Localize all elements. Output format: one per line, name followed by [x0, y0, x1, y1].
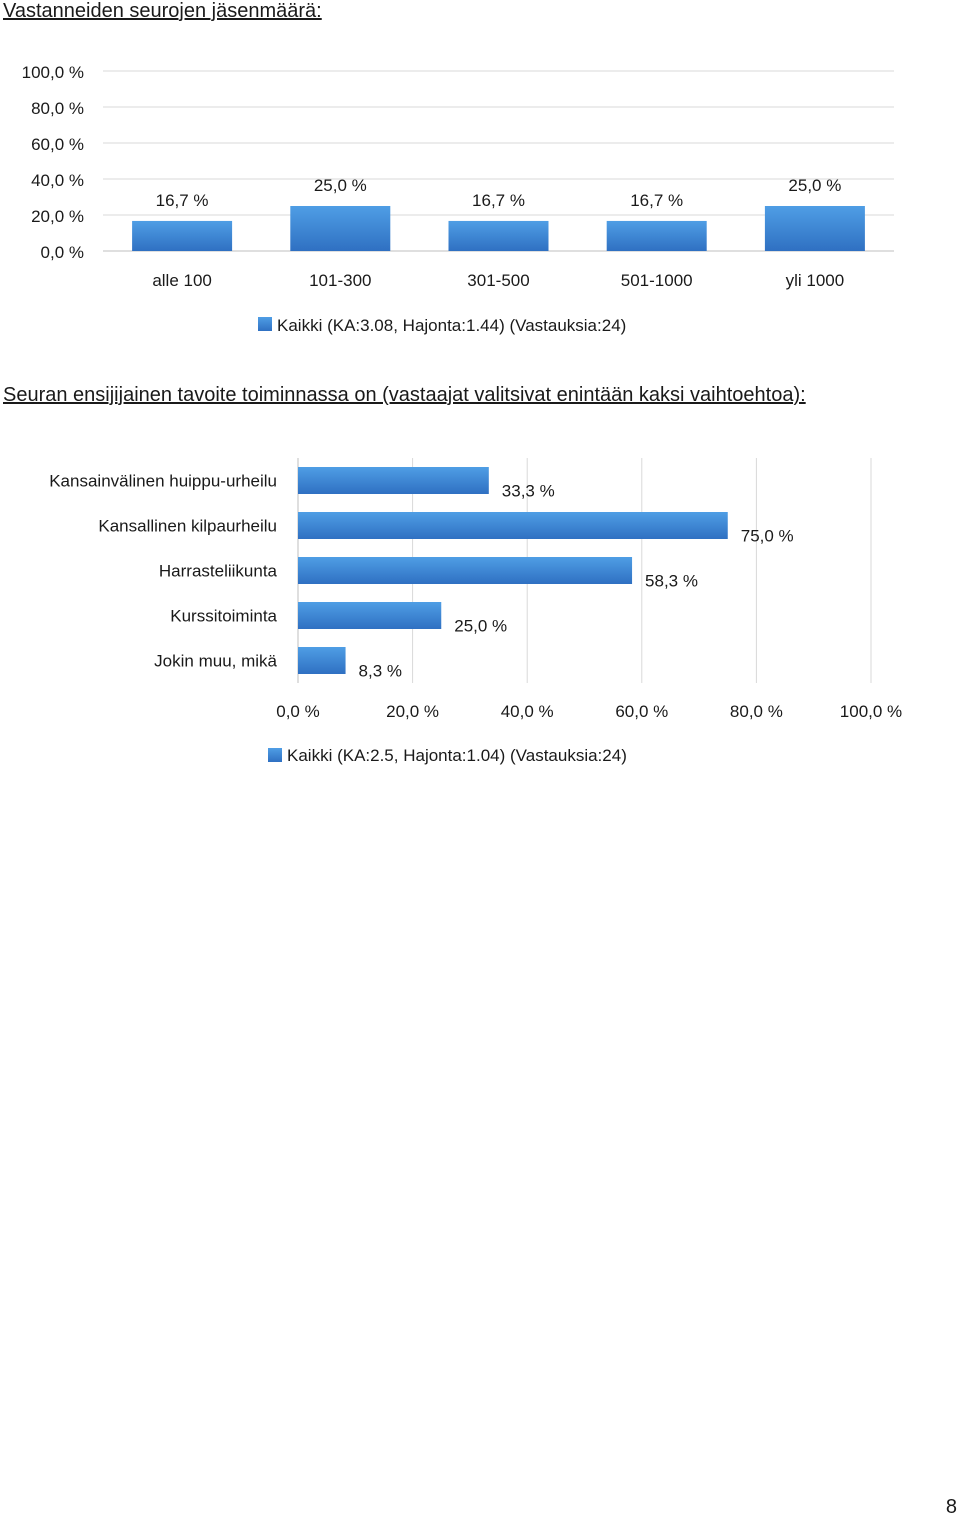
x-tick-label: 0,0 %	[276, 702, 320, 721]
y-tick-label: 80,0 %	[31, 99, 84, 118]
y-tick-label: Kansainvälinen huippu-urheilu	[49, 471, 277, 491]
legend-label: Kaikki (KA:2.5, Hajonta:1.04) (Vastauksia:24)	[287, 746, 627, 765]
x-tick-label: 60,0 %	[615, 702, 669, 721]
bar	[298, 512, 728, 539]
bar	[290, 206, 390, 251]
data-label: 33,3 %	[501, 481, 555, 501]
bar	[132, 221, 232, 251]
legend-label: Kaikki (KA:3.08, Hajonta:1.44) (Vastauksia:24)	[277, 316, 627, 335]
x-tick-label: 501-1000	[620, 271, 693, 290]
x-tick-label: 100,0 %	[839, 702, 903, 721]
data-label: 8,3 %	[358, 661, 403, 681]
legend-swatch	[268, 748, 282, 762]
data-label: 16,7 %	[155, 190, 209, 210]
y-tick-label: Jokin muu, mikä	[154, 651, 277, 671]
members-chart-bars	[132, 206, 865, 251]
data-label: 16,7 %	[630, 190, 684, 210]
y-tick-label: 100,0 %	[21, 63, 84, 82]
x-tick-label: 80,0 %	[729, 702, 783, 721]
page-number: 8	[945, 1496, 957, 1518]
data-label: 16,7 %	[472, 190, 525, 210]
data-label: 25,0 %	[313, 176, 367, 195]
goal-bar-chart	[0, 450, 960, 780]
data-label: 75,0 %	[740, 526, 794, 546]
members-chart-legend	[258, 316, 626, 335]
goal-chart-legend	[268, 746, 627, 765]
y-tick-label: 40,0 %	[31, 171, 84, 190]
y-tick-label: Kurssitoiminta	[170, 606, 277, 626]
x-tick-label: alle 100	[152, 271, 212, 290]
members-chart-x-axis	[152, 271, 844, 290]
chart-title-members: Vastanneiden seurojen jäsenmäärä:	[3, 0, 322, 22]
x-tick-label: 101-300	[309, 271, 372, 290]
data-label: 25,0 %	[454, 616, 508, 636]
bar	[298, 557, 632, 584]
x-tick-label: 20,0 %	[386, 702, 440, 721]
members-bar-chart	[0, 0, 960, 345]
y-tick-label: 0,0 %	[40, 243, 84, 262]
members-chart-data-labels	[156, 176, 842, 210]
bar	[765, 206, 865, 251]
goal-chart-y-axis	[49, 472, 277, 671]
bar	[298, 647, 346, 674]
x-tick-label: yli 1000	[785, 271, 845, 290]
bar	[298, 602, 441, 629]
goal-chart-x-axis	[276, 702, 902, 721]
legend-swatch	[258, 317, 272, 331]
y-tick-label: 60,0 %	[31, 135, 84, 154]
members-chart-y-axis	[22, 63, 84, 262]
y-tick-label: 20,0 %	[31, 207, 84, 226]
y-tick-label: Kansallinen kilpaurheilu	[98, 516, 277, 536]
bar	[298, 467, 489, 494]
chart-title-goal: Seuran ensijijainen tavoite toiminnassa on (vastaajat valitsivat enintään kaksi vaihtoehtoa):	[3, 384, 806, 406]
data-label: 25,0 %	[788, 176, 842, 195]
bar	[607, 221, 707, 251]
bar	[449, 221, 549, 251]
x-tick-label: 40,0 %	[500, 702, 554, 721]
x-tick-label: 301-500	[467, 271, 530, 290]
data-label: 58,3 %	[645, 571, 698, 591]
y-tick-label: Harrasteliikunta	[158, 561, 277, 581]
